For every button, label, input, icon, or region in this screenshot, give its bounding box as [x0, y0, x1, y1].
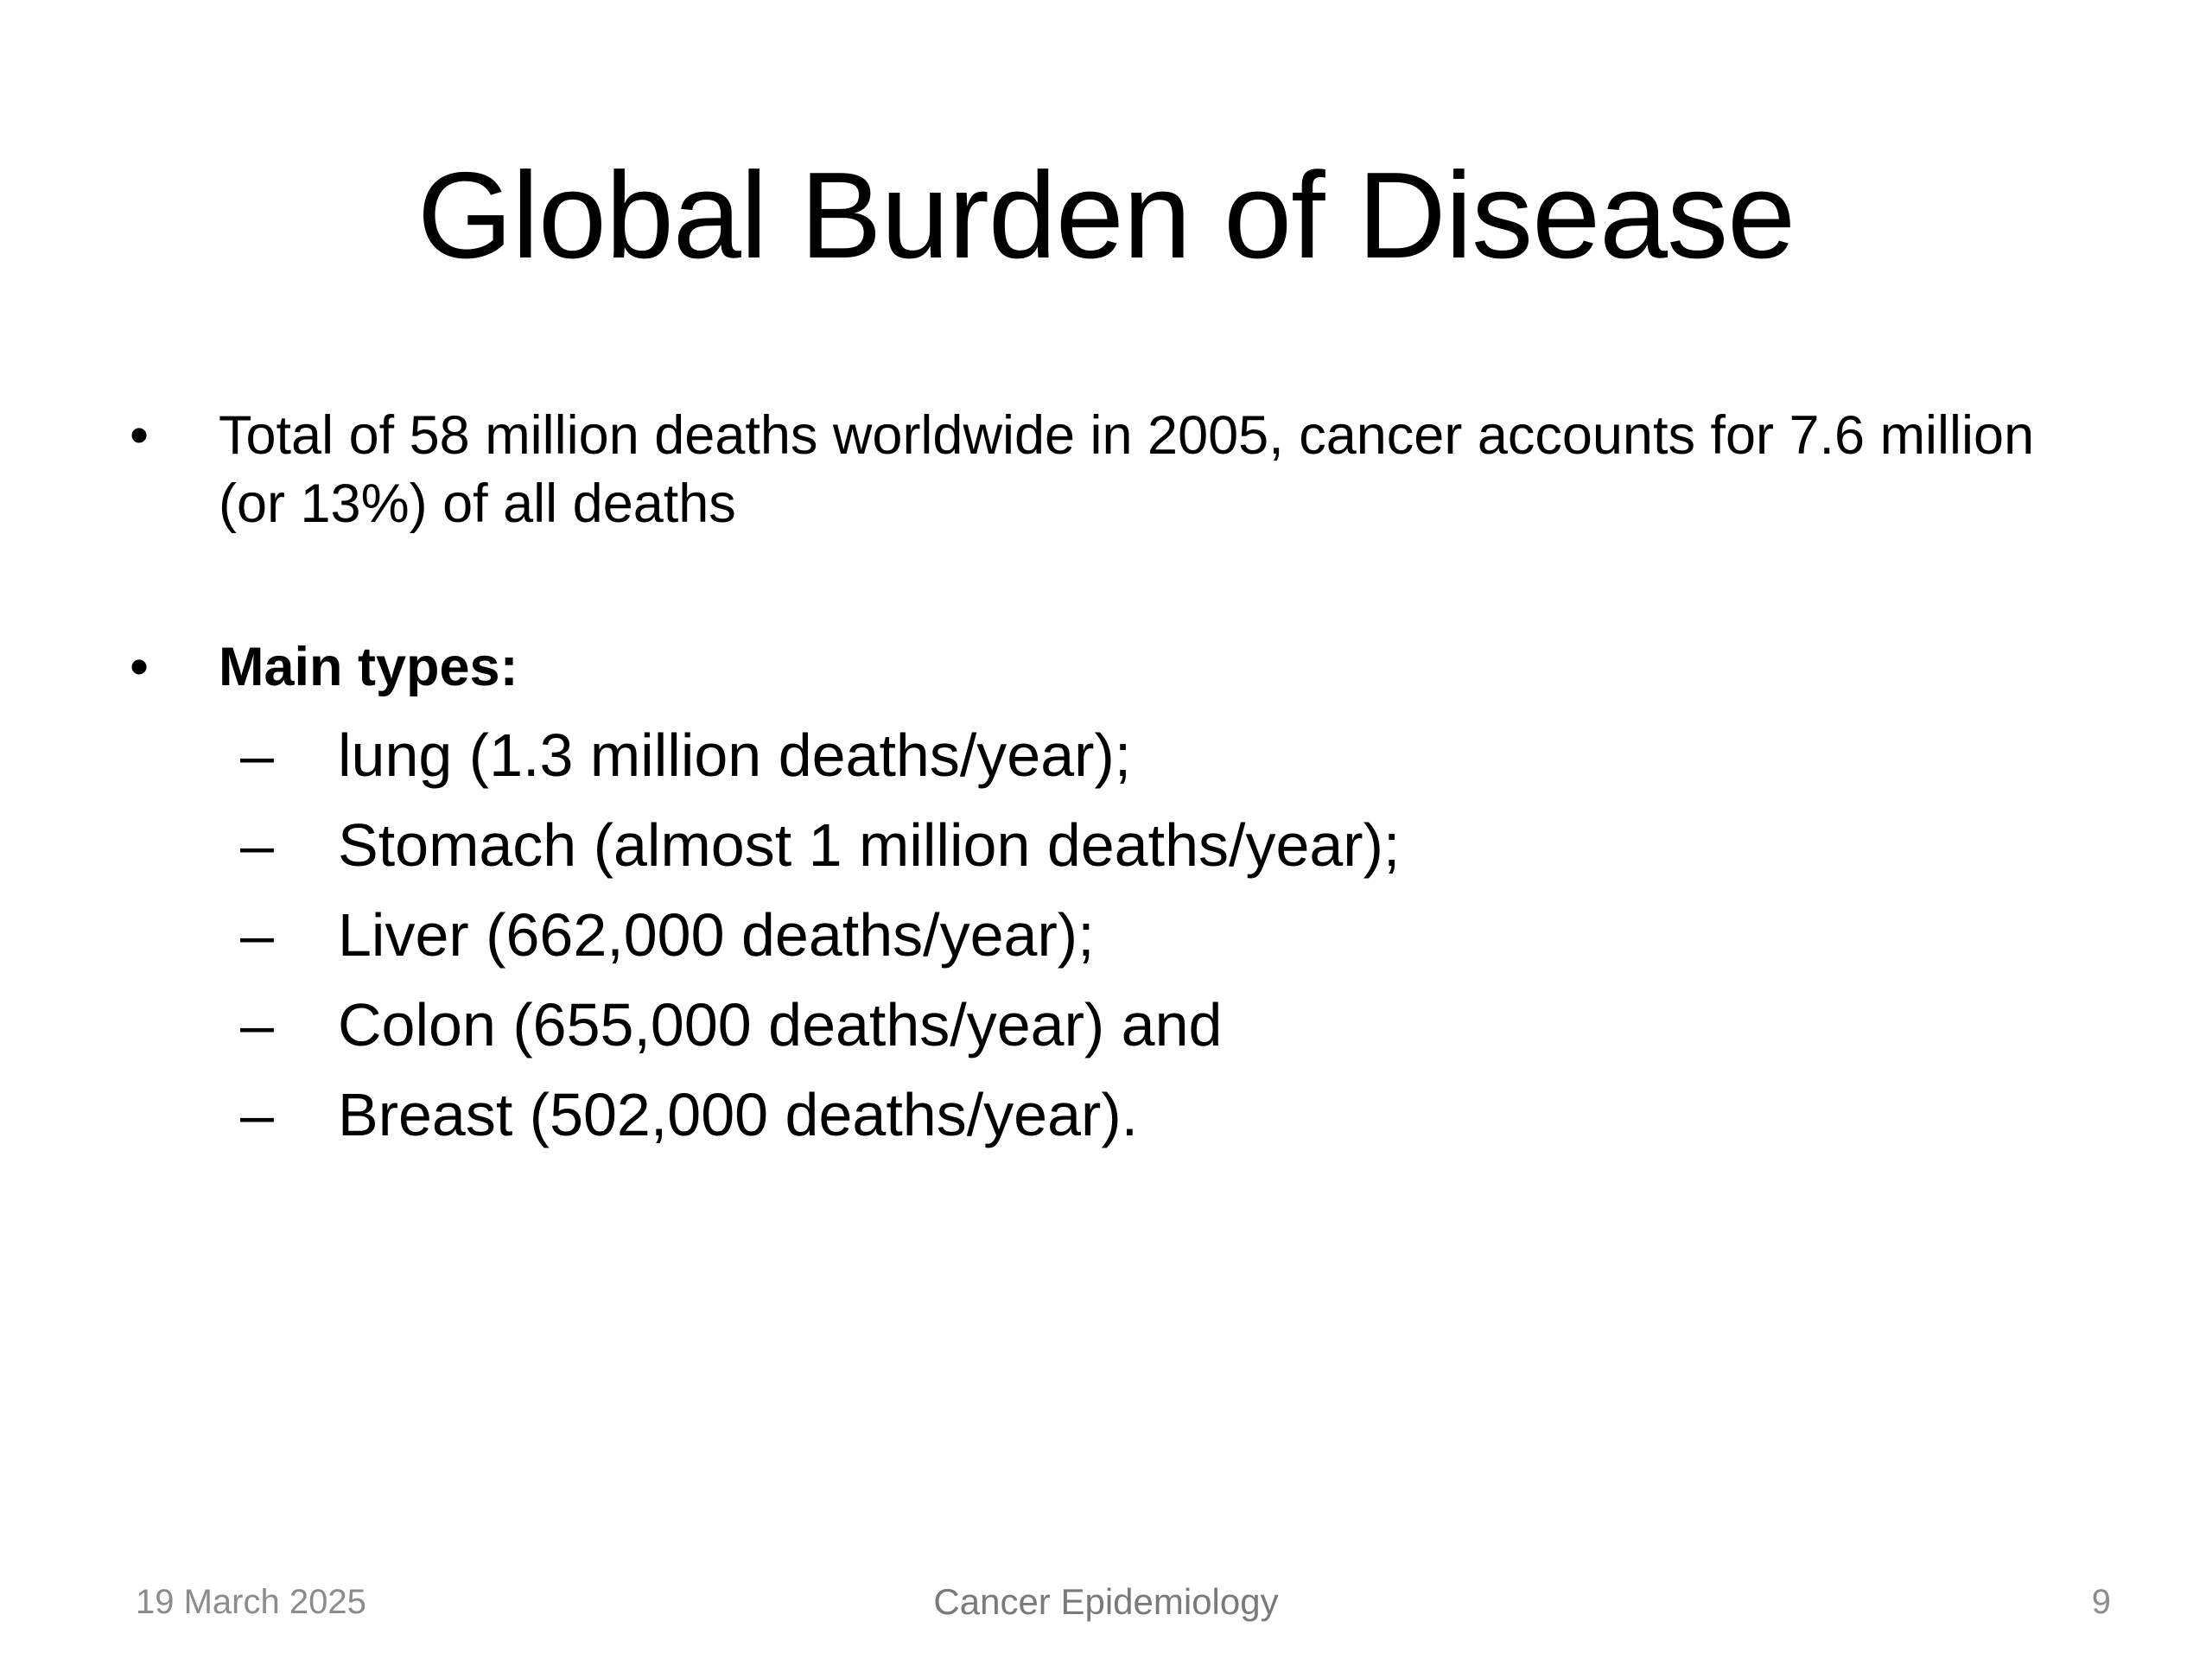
- sub-item-text: lung (1.3 million deaths/year);: [338, 721, 1132, 789]
- sub-item-text: Stomach (almost 1 million deaths/year);: [338, 811, 1401, 879]
- dash-marker: –: [240, 901, 274, 969]
- sub-list-item: [240, 1077, 2074, 1153]
- dash-marker: –: [240, 811, 274, 879]
- bullet-text: Main types:: [219, 637, 518, 697]
- footer-title: Cancer Epidemiology: [933, 1581, 1279, 1622]
- bullet-item: [130, 633, 2074, 702]
- sub-list-item: [240, 897, 2074, 973]
- page-number: 9: [2091, 1583, 2111, 1621]
- dash-marker: –: [240, 991, 274, 1058]
- sub-item-text: Colon (655,000 deaths/year) and: [338, 991, 1223, 1058]
- sub-item-text: Liver (662,000 deaths/year);: [338, 901, 1095, 969]
- sub-list: [130, 717, 2074, 1153]
- dash-marker: –: [240, 1081, 274, 1148]
- bullet-item: [130, 402, 2074, 538]
- sub-list-item: [240, 717, 2074, 793]
- footer-date: 19 March 2025: [136, 1583, 366, 1621]
- slide-content: [130, 402, 2074, 1166]
- sub-list-item: [240, 807, 2074, 883]
- bullet-dot: •: [130, 637, 149, 697]
- slide-title: Global Burden of Disease: [416, 147, 1796, 284]
- sub-item-text: Breast (502,000 deaths/year).: [338, 1081, 1139, 1148]
- sub-list-item: [240, 987, 2074, 1063]
- bullet-dot: •: [130, 405, 149, 466]
- bullet-text: Total of 58 million deaths worldwide in 2005, cancer accounts for 7.6 million (or 13%) of all deaths: [219, 405, 2035, 534]
- dash-marker: –: [240, 721, 274, 789]
